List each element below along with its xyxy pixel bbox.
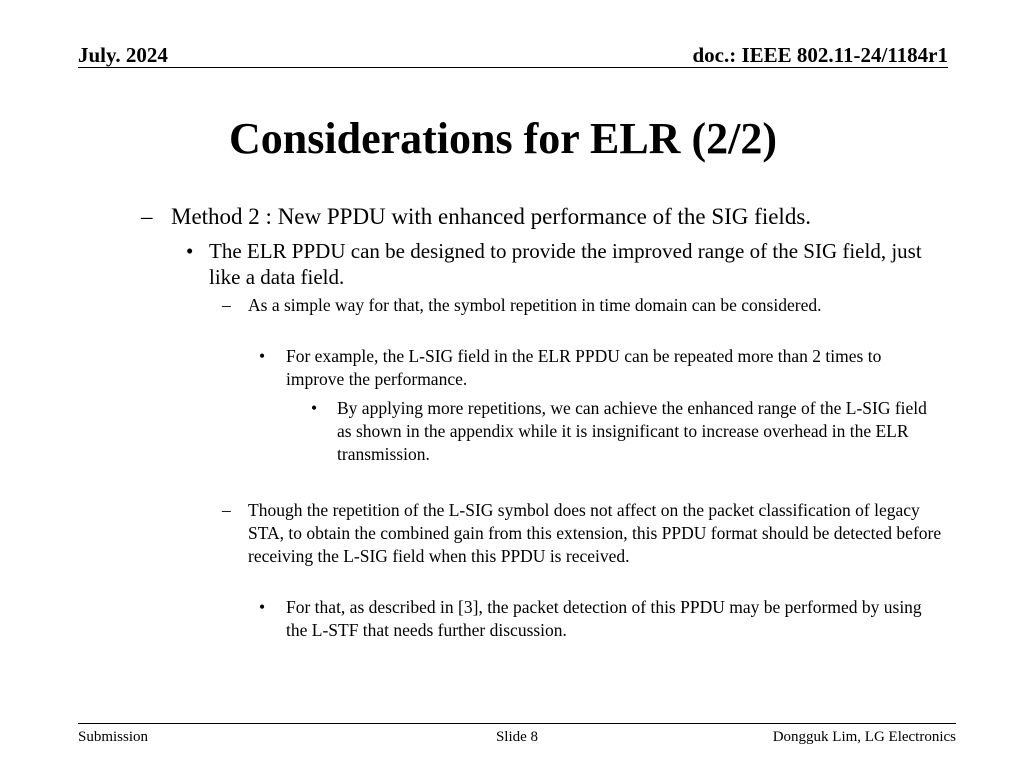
bullet-method-2: [141, 203, 961, 231]
header-date: July. 2024: [78, 43, 168, 67]
bullet-text: The ELR PPDU can be designed to provide the improved range of the SIG field, just like a data field.: [209, 239, 922, 289]
bullet-simple-way: [222, 294, 942, 317]
bullet-text: Though the repetition of the L-SIG symbol does not affect on the packet classification of legacy STA, to obtain the combined gain from this extension, this PPDU format should be detected before receiving the L-SIG field when this PPDU is received.: [248, 500, 942, 566]
bullet-marker: •: [259, 597, 266, 617]
footer-slide-number: Slide 8: [495, 729, 539, 745]
bullet-example: [259, 345, 944, 391]
footer-submission: Submission: [78, 729, 149, 745]
dash-marker: –: [141, 204, 153, 229]
bullet-text: By applying more repetitions, we can achieve the enhanced range of the L-SIG field as shown in the appendix while it is insignificant to increase overhead in the ELR transmission.: [337, 398, 927, 464]
header-divider: [78, 67, 948, 68]
slide-title: Considerations for ELR (2/2): [229, 114, 777, 163]
bullet-more-repetitions: [311, 397, 931, 466]
footer-author: Dongguk Lim, LG Electronics: [772, 729, 956, 745]
dash-marker: –: [222, 295, 231, 315]
bullet-elr-ppdu: [186, 238, 946, 290]
dash-marker: –: [222, 500, 231, 520]
footer-divider: [78, 723, 956, 724]
bullet-marker: •: [259, 346, 266, 366]
bullet-text: For that, as described in [3], the packet detection of this PPDU may be performed by using the L-STF that needs further discussion.: [286, 597, 922, 640]
bullet-text: Method 2 : New PPDU with enhanced performance of the SIG fields.: [171, 204, 812, 229]
bullet-text: For example, the L-SIG field in the ELR PPDU can be repeated more than 2 times to improve the performance.: [286, 346, 882, 389]
bullet-though: [222, 499, 942, 568]
bullet-for-that: [259, 596, 944, 642]
bullet-text: As a simple way for that, the symbol repetition in time domain can be considered.: [248, 295, 822, 315]
bullet-marker: •: [311, 398, 318, 418]
header-doc-id: doc.: IEEE 802.11-24/1184r1: [692, 43, 948, 67]
bullet-marker: •: [186, 239, 194, 263]
